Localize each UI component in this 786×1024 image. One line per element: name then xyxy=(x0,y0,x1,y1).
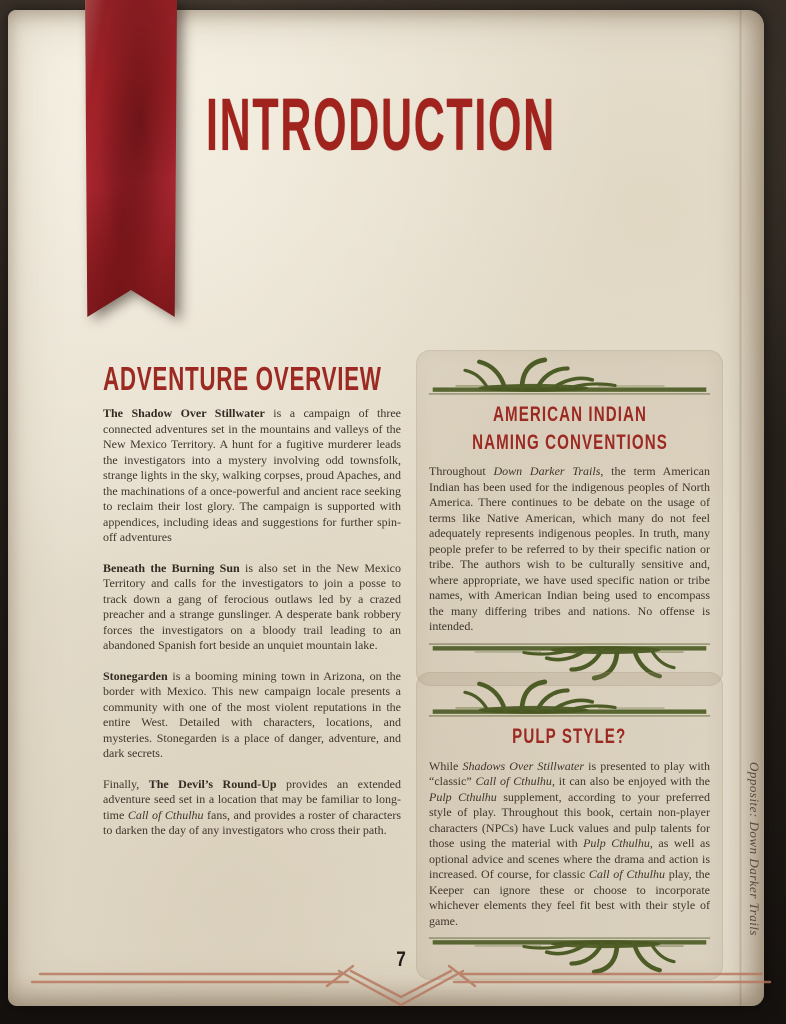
body-paragraph: The Shadow Over Stillwater is a campaign of three connected adventures set in the mountains and valleys of the New Mexico Territory. A hunt for a fugitive murderer leads the investigators into a mystery involving odd townsfolk, strange lights in the sky, walking corpses, proud Apaches, and the machinations of a once-powerful and ancient race seeking to reclaim their lost glory. The campaign is supported with appendices, including ideas and suggestions for further spin-off adventures xyxy=(103,406,401,544)
page-title: INTRODUCTION xyxy=(206,83,556,166)
body-paragraph: Stonegarden is a booming mining town in Arizona, on the border with Mexico. This new campaign locale presents a community with one of the most violent reputations in the entire West. Detailed with characters, locations, and mysteries. Stonegarden is a place of danger, adventure, and dark secrets. xyxy=(103,668,401,760)
sidebar-box-american-indian-naming xyxy=(416,350,723,686)
sidebar-heading: PULP STYLE? xyxy=(512,725,627,748)
sidebar-heading: AMERICAN INDIAN NAMING CONVENTIONS xyxy=(471,403,668,454)
tentacle-divider-icon xyxy=(427,357,712,397)
body-paragraph: Finally, The Devil’s Round-Up provides an extended adventure seed set in a location that may be familiar to long-time Call of Cthulhu fans, and provides a roster of characters to darken the day of any investigators who cross their path. xyxy=(103,776,402,837)
sidebar-text: Throughout Down Darker Trails, the term American Indian has been used for the indigenous peoples of North America. There continues to be debate on the usage of terms like Native American, which many do not feel adequately represents indigenous peoples. In truth, many people prefer to be referred to by their specific nation or tribe. The authors wish to be culturally sensitive and, where appropriate, we have used specific nation or tribe names, with American Indian being used to encompass the many differing tribes and nations. No offense is intended. xyxy=(429,464,710,634)
page-number: 7 xyxy=(396,948,406,971)
sidebar-box-pulp-style xyxy=(416,672,723,980)
side-note: Opposite: Down Darker Trails xyxy=(747,762,762,936)
sidebar-text: While Shadows Over Stillwater is presented to play with “classic” Call of Cthulhu, it can also be enjoyed with the Pulp Cthulhu supplement, according to your preferred style of play. Throughout this book, certain non-player characters (NPCs) have Luck values and pulp talents for those using the material with Pulp Cthulhu, as well as optional advice and scenes where the drama and action is increased. Of course, for classic Call of Cthulhu play, the Keeper can ignore these or choose to incorporate whichever elements they feel fit best with their style of game. xyxy=(429,758,710,928)
body-paragraph: Beneath the Burning Sun is also set in the New Mexico Territory and calls for the investigators to join a posse to track down a gang of ferocious outlaws led by a crazed preacher and a strange gunslinger. A desperate bank robbery forces the investigators on a bloody trail leading to an abandoned Spanish fort beside an unquiet mountain lake. xyxy=(103,560,401,652)
bookmark-ribbon xyxy=(85,0,176,317)
main-column xyxy=(103,360,401,854)
tentacle-divider-icon xyxy=(427,679,712,719)
section-heading-adventure-overview: ADVENTURE OVERVIEW xyxy=(103,360,382,397)
bookmark-ribbon-body xyxy=(85,0,177,317)
